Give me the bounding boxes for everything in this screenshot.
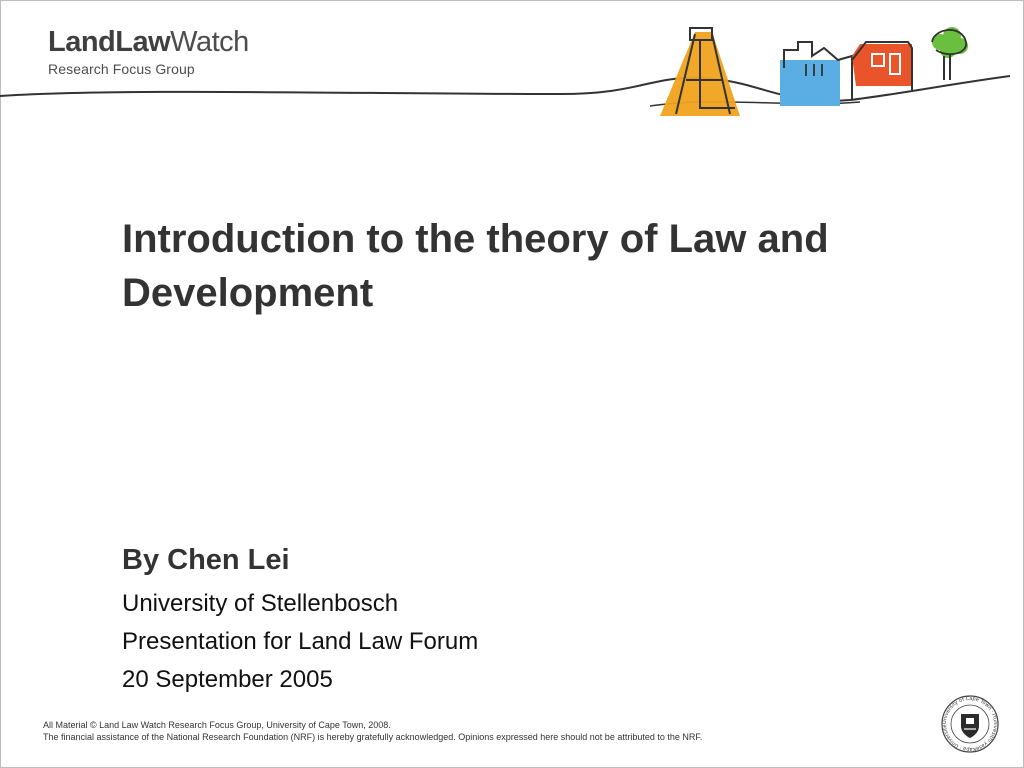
footer [43,719,702,743]
logo-name-bold: LandLaw [48,26,171,58]
presentation-date: 20 September 2005 [122,666,333,693]
header-illustration [0,20,1024,130]
event-name: Presentation for Land Law Forum [122,628,479,655]
affiliation: University of Stellenbosch [122,590,399,617]
title-line-1: Introduction to the theory of Law and [122,217,829,261]
headframe-icon [660,28,740,116]
buildings-icon [780,42,852,106]
logo-name-light: Watch [170,26,249,58]
university-seal-icon [940,694,1000,754]
title-line-2: Development [122,271,374,315]
seal-text: University of Cape Town · iYunivesithi yaseKapa · Universite [941,695,999,753]
author-name: By Chen Lei [122,544,290,576]
logo-subtitle: Research Focus Group [48,61,195,77]
house-icon [852,42,912,90]
footer-acknowledgement: The financial assistance of the National Research Foundation (NRF) is hereby gratefully acknowledged. Opinions expressed here should not be attributed to the NRF. [43,732,703,742]
footer-copyright: All Material © Land Law Watch Research Focus Group, University of Cape Town, 2008. [43,720,391,730]
tree-icon [932,27,968,80]
slide-title [122,212,952,320]
